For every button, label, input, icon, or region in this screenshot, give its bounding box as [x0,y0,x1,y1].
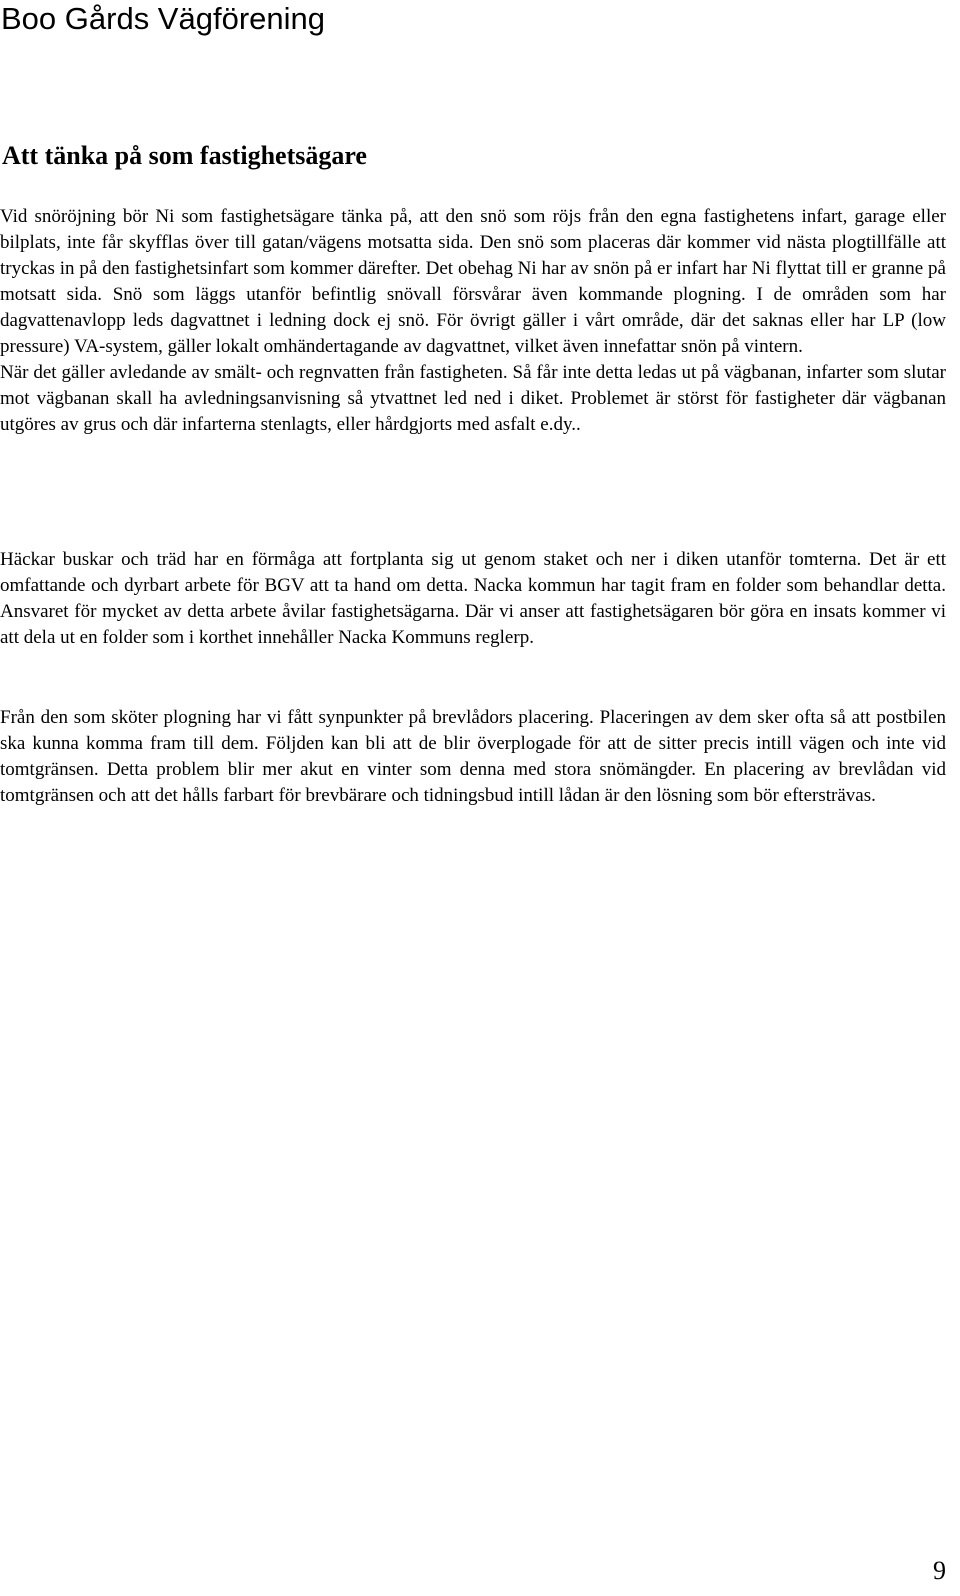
document-header-title: Boo Gårds Vägförening [1,1,325,36]
paragraph-snow-clearing: Vid snöröjning bör Ni som fastighetsägare tänka på, att den snö som röjs från den egna fastighetens infart, garage eller bilplats, inte får skyfflas över till gatan/vägens motsatta sida. Den snö som placeras där kommer vid nästa plogtillfälle att tryckas in på den fastighetsinfart som kommer därefter. Det obehag Ni har av snön på er infart har Ni flyttat till er granne på motsatt sida. Snö som läggs utanför befintlig snövall försvårar även kommande plogning. I de områden som har dagvattenavlopp leds dagvattnet i ledning dock ej snö. För övrigt gäller i vårt område, där det saknas eller har LP (low pressure) VA-system, gäller lokalt omhändertagande av dagvattnet, vilket även innefattar snön på vintern. När det gäller avledande av smält- och regnvatten från fastigheten. Så får inte detta ledas ut på vägbanan, infarter som slutar mot vägbanan skall ha avledningsanvisning så ytvattnet led ned i diket. Problemet är störst för fastigheter där vägbanan utgöres av grus och där infarterna stenlagts, eller hårdgjorts med asfalt e.dy.. [0,206,946,435]
paragraph-mailboxes: Från den som sköter plogning har vi fått synpunkter på brevlådors placering. Placeringen av dem sker ofta så att postbilen ska kunna komma fram till dem. Följden kan bli att de blir överplogade för att de sitter precis intill vägen och inte vid tomtgränsen. Detta problem blir mer akut en vinter som denna med stora snömängder. En placering av brevlådan vid tomtgränsen och att det hålls farbart för brevbärare och tidningsbud intill lådan är den lösning som bör eftersträvas. [0,707,946,806]
paragraph-hedges: Häckar buskar och träd har en förmåga att fortplanta sig ut genom staket och ner i diken utanför tomterna. Det är ett omfattande och dyrbart arbete för BGV att ta hand om detta. Nacka kommun har tagit fram en folder som behandlar detta. Ansvaret för mycket av detta arbete åvilar fastighetsägarna. Där vi anser att fastighetsägaren bör göra en insats kommer vi att dela ut en folder som i korthet innehåller Nacka Kommuns reglerp. [0,549,946,648]
section-heading: Att tänka på som fastighetsägare [2,141,367,170]
page-number: 9 [933,1556,946,1585]
